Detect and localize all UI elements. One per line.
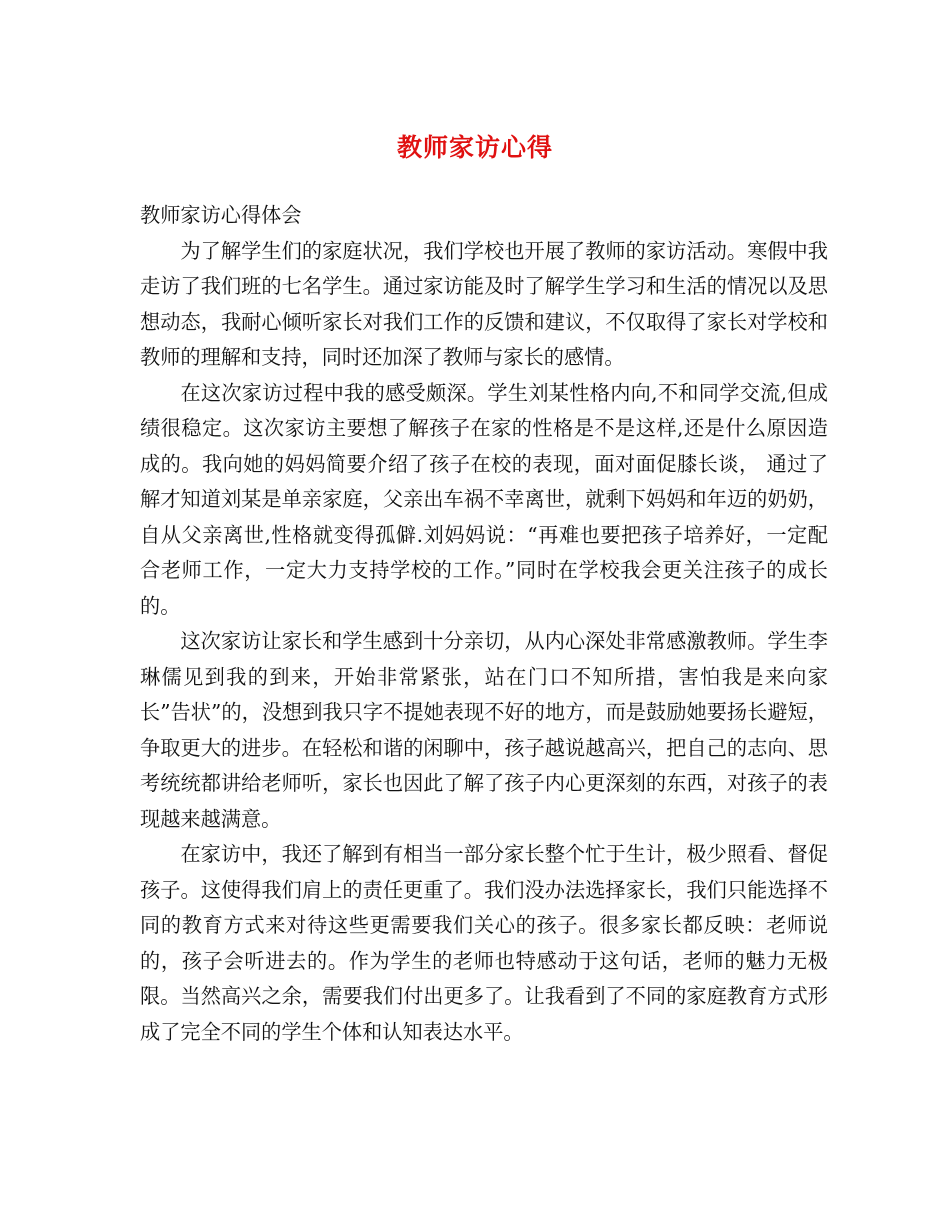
paragraph-4: 在家访中，我还了解到有相当一部分家长整个忙于生计，极少照看、督促孩子。这使得我们肩上的责任更重了。我们没办法选择家长，我们只能选择不同的教育方式来对待这些更需要我们关心的孩子。很多家长都反映：老师说的，孩子会听进去的。作为学生的老师也特感动于这句话，老师的魅力无极限。当然高兴之余，需要我们付出更多了。让我看到了不同的家庭教育方式形成了完全不同的学生个体和认知表达水平。 [140, 842, 828, 1044]
paragraph-2: 在这次家访过程中我的感受颇深。学生刘某性格内向,不和同学交流,但成绩很稳定。这次家访主要想了解孩子在家的性格是不是这样,还是什么原因造成的。我向她的妈妈简要介绍了孩子在校的表现，面对面促膝长谈， 通过了解才知道刘某是单亲家庭，父亲出车祸不幸离世，就剩下妈妈和年迈的奶奶，自从父亲离世,性格就变得孤僻.刘妈妈说：“再难也要把孩子培养好，一定配合老师工作，一定大力支持学校的工作。”同时在学校我会更关注孩子的成长的。 [140, 380, 828, 618]
paragraph-1: 为了解学生们的家庭状况，我们学校也开展了教师的家访活动。寒假中我走访了我们班的七名学生。通过家访能及时了解学生学习和生活的情况以及思想动态，我耐心倾听家长对我们工作的反馈和建议，不仅取得了家长对学校和教师的理解和支持，同时还加深了教师与家长的感情。 [140, 238, 828, 369]
document-body [140, 198, 828, 1050]
paragraph-3: 这次家访让家长和学生感到十分亲切，从内心深处非常感激教师。学生李琳儒见到我的到来，开始非常紧张，站在门口不知所措，害怕我是来向家长”告状”的，没想到我只字不提她表现不好的地方，而是鼓励她要扬长避短，争取更大的进步。在轻松和谐的闲聊中，孩子越说越高兴，把自己的志向、思考统统都讲给老师听，家长也因此了解了孩子内心更深刻的东西，对孩子的表现越来越满意。 [140, 629, 828, 831]
document-subtitle: 教师家访心得体会 [140, 203, 302, 227]
document-title: 教师家访心得 [396, 133, 553, 162]
